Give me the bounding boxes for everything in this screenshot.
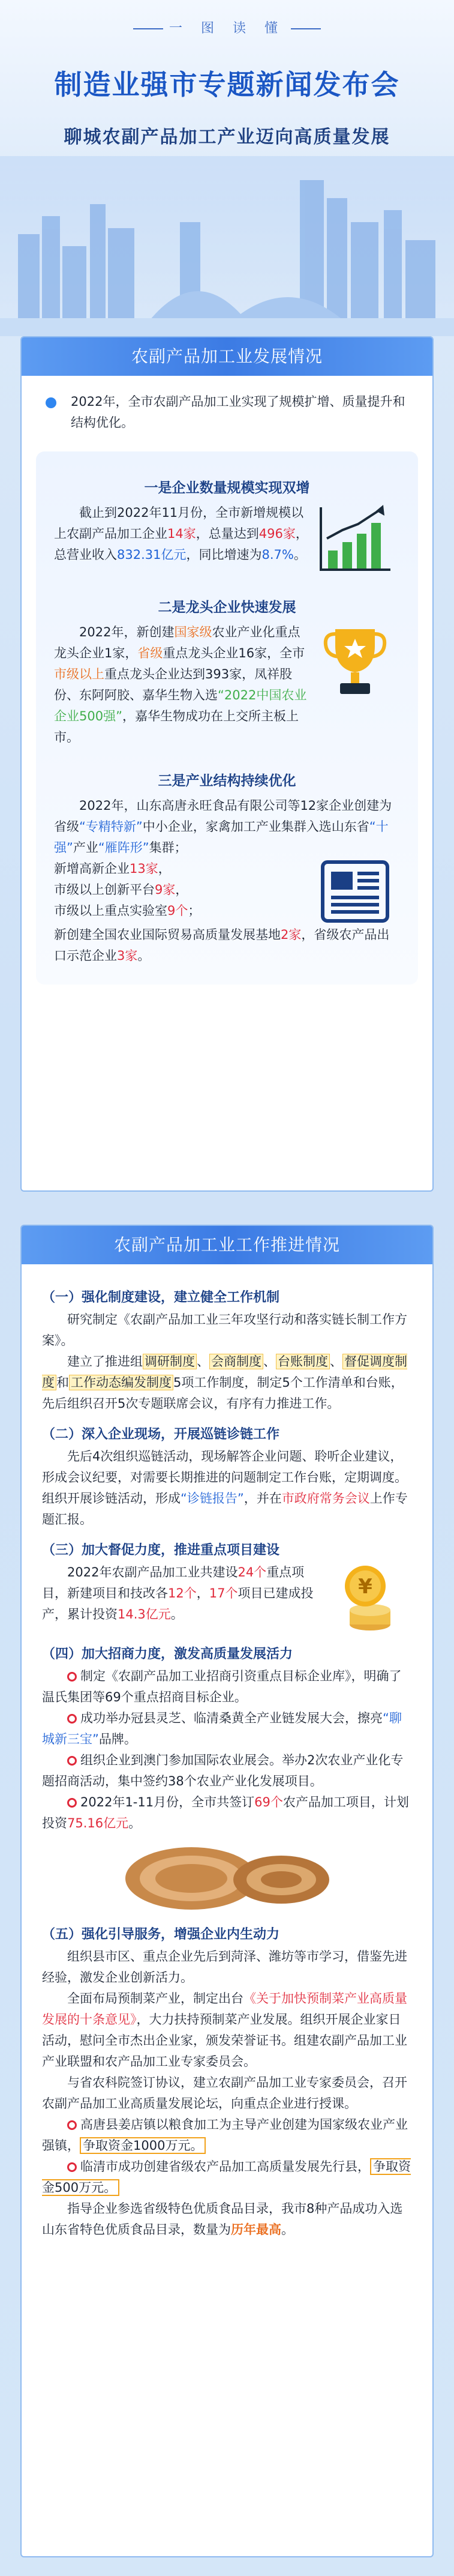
value: 9个 bbox=[167, 903, 188, 918]
item-services-p4 bbox=[42, 2114, 412, 2156]
text: 2022年，新创建 bbox=[79, 625, 175, 639]
kicker bbox=[0, 0, 454, 37]
funding-highlight: 争取资金1000万元。 bbox=[80, 2137, 206, 2154]
text: 5项工作制度，制定5个工作清单和台账，先后组织召开5次专题联席会议，有序有力推进工作。 bbox=[42, 1375, 404, 1411]
text: 。 bbox=[128, 1816, 142, 1830]
bullet-icon bbox=[67, 1756, 77, 1766]
text: 新增高新企业 bbox=[54, 861, 130, 876]
value: 9家 bbox=[155, 882, 176, 897]
item-system-p2 bbox=[42, 1351, 412, 1414]
text: ，总营业收入 bbox=[54, 526, 308, 562]
item-title-system: （一）强化制度建设，建立健全工作机制 bbox=[42, 1290, 280, 1305]
block-structure bbox=[54, 858, 400, 925]
kicker-text: 一 图 读 懂 bbox=[169, 21, 285, 36]
item-investment-p4 bbox=[42, 1792, 412, 1834]
progress-content bbox=[22, 1264, 432, 2240]
highlight: 省级 bbox=[137, 646, 163, 660]
line bbox=[54, 900, 310, 922]
block-title-scale: 一是企业数量规模实现双增 bbox=[144, 480, 310, 496]
block-leaders bbox=[54, 622, 400, 748]
city-skyline-illustration bbox=[0, 156, 454, 336]
item-projects-text bbox=[42, 1562, 322, 1625]
highlight: 历年最高 bbox=[231, 2222, 281, 2237]
item-services-p6 bbox=[42, 2198, 412, 2240]
trophy-icon bbox=[310, 622, 400, 700]
highlight: 会商制度 bbox=[209, 1354, 263, 1369]
text: ， bbox=[196, 1586, 209, 1600]
text: 和 bbox=[56, 1375, 69, 1390]
text: 。 bbox=[170, 1607, 184, 1621]
page-title: 制造业强市专题新闻发布会 bbox=[54, 68, 400, 101]
highlight: “诊链报告” bbox=[181, 1491, 244, 1506]
text: 。 bbox=[293, 547, 306, 562]
value: 14.3亿元 bbox=[118, 1607, 171, 1621]
item-services-p3: 与省农科院签订协议，建立农副产品加工业专家委员会，召开农副产品加工业高质量发展论坛，向重点企业进行授课。 bbox=[42, 2075, 407, 2111]
header bbox=[0, 0, 454, 336]
section-progress bbox=[20, 1225, 434, 2557]
bullet-icon bbox=[67, 1672, 77, 1682]
block-structure-text bbox=[54, 858, 310, 922]
bullet-icon bbox=[67, 1798, 77, 1808]
highlight: 国家级 bbox=[174, 625, 212, 639]
bullet-icon bbox=[67, 1714, 77, 1724]
item-title-services: （五）强化引导服务，增强企业内生动力 bbox=[42, 1927, 280, 1942]
highlight: “聊城新三宝” bbox=[42, 1711, 402, 1746]
kicker-line-right bbox=[291, 28, 321, 29]
item-title-inspection: （二）深入企业现场，开展巡链诊链工作 bbox=[42, 1427, 280, 1442]
value: 12个 bbox=[168, 1586, 197, 1600]
value: 17个 bbox=[209, 1586, 238, 1600]
text: 农业产业化重点龙头企业1家， bbox=[54, 625, 300, 660]
text: 市级以上重点实验室 bbox=[54, 903, 167, 918]
text: 。 bbox=[137, 949, 151, 963]
growth-chart-icon bbox=[310, 502, 400, 575]
item-services-p5 bbox=[42, 2156, 412, 2198]
text: 临清市成功创建省级农产品加工高质量发展先行县， bbox=[80, 2159, 370, 2174]
funding-highlight: 争取资金500万元。 bbox=[42, 2159, 411, 2195]
text: ， bbox=[175, 882, 188, 897]
value: 69个 bbox=[254, 1795, 283, 1809]
text: ， bbox=[158, 861, 171, 876]
text: 高唐县姜店镇以粮食加工为主导产业创建为国家级农业产业强镇， bbox=[42, 2117, 408, 2153]
value: 2家 bbox=[281, 928, 302, 942]
text: 组织企业到澳门参加国际农业展会。举办2次农业产业化专题招商活动，集中签约38个农业产业化发展项目。 bbox=[42, 1753, 404, 1788]
text: 、 bbox=[263, 1354, 276, 1369]
text: 2022年1-11月份，全市共签订 bbox=[80, 1795, 255, 1809]
text: 重点龙头企业16家，全市 bbox=[163, 646, 305, 660]
intro-text: 2022年，全市农副产品加工业实现了规模扩增、质量提升和结构优化。 bbox=[71, 394, 405, 430]
highlight: 调研制度 bbox=[143, 1354, 197, 1369]
text: ，总量达到 bbox=[196, 526, 259, 541]
text: 2022年农副产品加工业共建设 bbox=[67, 1565, 238, 1579]
highlight: “雁阵形” bbox=[98, 840, 149, 855]
block-scale-text bbox=[54, 502, 310, 566]
bullet-dot-icon bbox=[46, 397, 56, 408]
block-structure-trade bbox=[54, 925, 400, 967]
text: 上作专题汇报。 bbox=[42, 1491, 408, 1527]
highlight: 市级以上 bbox=[54, 667, 104, 681]
new-enterprise-count: 14家 bbox=[167, 526, 196, 541]
text: ，嘉华生物成功在上交所主板上市。 bbox=[54, 709, 299, 744]
item-services-p1: 组织县市区、重点企业先后到菏泽、潍坊等市学习，借鉴先进经验，激发企业创新活力。 bbox=[42, 1949, 407, 1985]
text: 建立了推进组 bbox=[67, 1354, 143, 1369]
highlight: 工作动态编发制度 bbox=[69, 1375, 173, 1390]
line bbox=[54, 858, 310, 879]
line bbox=[54, 879, 310, 900]
text: 先后4次组织巡链活动，现场解答企业问题、聆听企业建议，形成会议纪要，对需要长期推进的问题制定工作台账，定期调度。组织开展诊链活动，形成 bbox=[42, 1449, 407, 1506]
page-subtitle: 聊城农副产品加工产业迈向高质量发展 bbox=[64, 127, 390, 148]
item-investment-p3 bbox=[42, 1750, 412, 1792]
item-title-projects: （三）加大督促力度，推进重点项目建设 bbox=[42, 1543, 280, 1558]
text: ； bbox=[188, 903, 201, 918]
text: 、 bbox=[197, 1354, 209, 1369]
text: 项目已建成投产，累计投资 bbox=[42, 1586, 314, 1621]
newspaper-icon bbox=[310, 858, 400, 925]
highlight: 市政府常务会议 bbox=[281, 1491, 370, 1506]
text: 制定《农副产品加工业招商引资重点目标企业库》，明确了温氏集团等69个重点招商目标企业。 bbox=[42, 1669, 402, 1704]
block-leaders-text bbox=[54, 622, 310, 748]
block-structure-intro bbox=[54, 795, 400, 858]
text: 。 bbox=[281, 2222, 294, 2237]
kicker-line-left bbox=[133, 28, 163, 29]
text: 市级以上创新平台 bbox=[54, 882, 155, 897]
text: 农产品加工项目，计划投资 bbox=[42, 1795, 409, 1830]
block-scale bbox=[54, 502, 400, 575]
svg-text:¥: ¥ bbox=[358, 1575, 372, 1599]
highlight: “十强” bbox=[54, 819, 389, 855]
total-enterprise-count: 496家 bbox=[258, 526, 296, 541]
text: 成功举办冠县灵芝、临清桑黄全产业链发展大会，擦亮 bbox=[80, 1711, 383, 1725]
value: 13家 bbox=[130, 861, 158, 876]
intro-paragraph bbox=[22, 376, 432, 433]
text: 重点龙头企业达到393家，凤祥股份、东阿阿胶、嘉华生物入选 bbox=[54, 667, 293, 702]
text: 指导企业参选省级特色优质食品目录，我市8种产品成功入选山东省特色优质食品目录，数量为 bbox=[42, 2201, 403, 2237]
text: 重点项目，新建项目和技改各 bbox=[42, 1565, 305, 1600]
value: 24个 bbox=[237, 1565, 267, 1579]
coins-icon bbox=[322, 1562, 412, 1634]
highlight-500: “2022中国农业企业500强” bbox=[54, 688, 307, 723]
highlight: 督促调度制度 bbox=[42, 1354, 407, 1390]
text: 、 bbox=[330, 1354, 342, 1369]
text: 集群； bbox=[149, 840, 187, 855]
section-heading: 农副产品加工业发展情况 bbox=[22, 337, 432, 376]
highlight: “专精特新” bbox=[79, 819, 143, 834]
item-investment-p1 bbox=[42, 1666, 412, 1708]
revenue-value: 832.31亿元 bbox=[117, 547, 187, 562]
section-development bbox=[20, 336, 434, 1192]
highlight: 《关于加快预制菜产业高质量发展的十条意见》 bbox=[42, 1991, 407, 2027]
item-services-p2 bbox=[42, 1988, 412, 2072]
highlight: 台账制度 bbox=[276, 1354, 330, 1369]
item-inspection-p1 bbox=[42, 1446, 412, 1530]
value: 75.16亿元 bbox=[67, 1816, 129, 1830]
item-system-p1: 研究制定《农副产品加工业三年攻坚行动和落实链长制工作方案》。 bbox=[42, 1312, 407, 1348]
text: 截止到2022年11月份，全市新增规模以上农副产品加工企业 bbox=[54, 505, 304, 541]
section-heading: 农副产品加工业工作推进情况 bbox=[22, 1226, 432, 1264]
mushroom-illustration bbox=[42, 1842, 412, 1917]
text: 全面布局预制菜产业，制定出台 bbox=[67, 1991, 243, 2006]
text: 产业 bbox=[73, 840, 98, 855]
text: ，并在 bbox=[243, 1491, 282, 1506]
bullet-icon bbox=[67, 2162, 77, 2172]
text: 2022年，山东高唐永旺食品有限公司等12家企业创建为省级 bbox=[54, 798, 392, 834]
block-title-structure: 三是产业结构持续优化 bbox=[158, 773, 296, 789]
stats-panel bbox=[36, 451, 418, 985]
text: 品牌。 bbox=[98, 1732, 137, 1746]
item-investment-p2 bbox=[42, 1708, 412, 1750]
item-projects bbox=[42, 1562, 412, 1634]
item-title-investment: （四）加大招商力度，激发高质量发展活力 bbox=[42, 1647, 293, 1662]
block-title-leaders: 二是龙头企业快速发展 bbox=[158, 600, 296, 615]
text: 新创建全国农业国际贸易高质量发展基地 bbox=[54, 928, 281, 942]
text: ，同比增速为 bbox=[186, 547, 262, 562]
bullet-icon bbox=[67, 2120, 77, 2130]
text: ，省级农产品出口示范企业 bbox=[54, 928, 390, 963]
text: ，大力扶持预制菜产业发展。组织开展企业家日活动，慰问全市杰出企业家，颁发荣誉证书。组建农副产品加工业产业联盟和农产品加工业专家委员会。 bbox=[42, 2012, 407, 2069]
value: 3家 bbox=[117, 949, 138, 963]
growth-value: 8.7% bbox=[261, 547, 294, 562]
text: 中小企业，家禽加工产业集群入选山东省 bbox=[142, 819, 369, 834]
